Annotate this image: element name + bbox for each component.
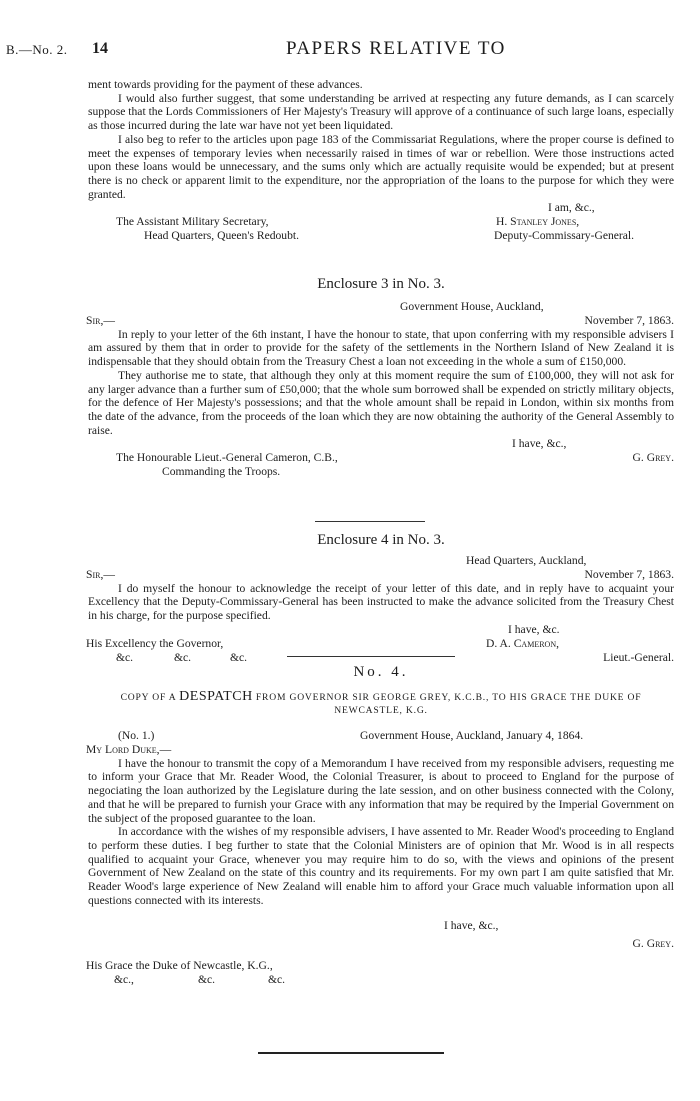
- signer: H. Stanley Jones,: [496, 215, 580, 229]
- section-heading: No. 4.: [353, 664, 409, 680]
- salutation: Sir,—: [86, 567, 115, 581]
- signer: G. Grey.: [632, 937, 674, 951]
- document-reference: B.—No. 2.: [6, 42, 68, 57]
- paragraph: They authorise me to state, that although they only at this moment require the sum of £100,000, they will not ask for any larger advance than a further sum of £50,000; that the whole sum borrowed shall be expended on strictly military objects, for the defence of Her Majesty's possessions; and that the whole amount shall be repaid in London, within six months from the date of the advance, from the proceeds of the loan which they are now obtaining the authority of the General Assembly to raise.: [88, 368, 674, 437]
- place: Head Quarters, Auckland,: [466, 553, 587, 567]
- enclosure-heading: Enclosure 3 in No. 3.: [317, 276, 445, 292]
- enclosure-heading: Enclosure 4 in No. 3.: [317, 532, 445, 548]
- paragraph: In accordance with the wishes of my responsible advisers, I have assented to Mr. Reader Wood's proceeding to England to perform these duties. I beg further to state that the Colonial Ministers are of opinion that Mr. Wood is in all respects qualified to acquaint your Grace, whenever you may require him to do so, with the views and opinions of the present Government of New Zealand on the state of this country and its requirements. For my own part I am quite satisfied that Mr. Reader Wood's large experience of New Zealand will enable him to afford your Grace much valuable information upon all questions connected with its interests.: [88, 825, 674, 907]
- closing: I have, &c.: [508, 622, 560, 636]
- page-number: 14: [92, 40, 108, 57]
- closing: I am, &c.,: [548, 201, 595, 215]
- etc: &c.: [230, 650, 248, 664]
- addressee: Head Quarters, Queen's Redoubt.: [144, 229, 300, 243]
- paragraph: In reply to your letter of the 6th instant, I have the honour to state, that upon conferring with my responsible advisers I am assured by them that in order to provide for the safety of the settlements in the Northern Island of New Zealand it is indispensable that they should obtain from the Treasury Chest a loan not exceeding in the whole a sum of £150,000.: [88, 327, 674, 369]
- paragraph: I also beg to refer to the articles upon page 183 of the Commissariat Regulations, where the proper course is defined to meet the expenses of temporary levies when necessarily raised in times of war or rebellion. Were those instructions acted upon these loans would be unnecessary, and the sums only which are actually requisite would be expended; but at present there is no check or apparent limit to the expenditure, nor the appropriation of the loans to the purpose for which they were granted.: [88, 132, 674, 201]
- paragraph: I would also further suggest, that some understanding be arrived at respecting any future demands, as I can scarcely suppose that the Lords Commissioners of Her Majesty's Treasury will approve of a continuance of such large loans, especially as those incurred during the late war have not yet been liquidated.: [88, 91, 674, 133]
- paragraph: ment towards providing for the payment of these advances.: [88, 78, 363, 91]
- end-rule: [258, 1052, 444, 1054]
- enclosure-4: [88, 534, 674, 665]
- signer-title: Deputy-Commissary-General.: [494, 229, 635, 243]
- paragraph: I do myself the honour to acknowledge the receipt of your letter of this date, and in reply have to acquaint your Excellency that the Deputy-Commissary-General has been instructed to make the advance solicited from the Treasury Chest in his charge, for the purpose specified.: [88, 581, 674, 623]
- etc: &c.,: [114, 973, 134, 987]
- addressee: His Grace the Duke of Newcastle, K.G.,: [86, 959, 273, 973]
- date: November 7, 1863.: [584, 313, 674, 327]
- despatch-no-4: [88, 666, 674, 987]
- despatch-number: (No. 1.): [118, 728, 155, 742]
- addressee: The Assistant Military Secretary,: [116, 215, 269, 229]
- divider: [287, 656, 455, 657]
- signer-title: Lieut.-General.: [603, 650, 674, 664]
- paragraph: I have the honour to transmit the copy of a Memorandum I have received from my responsible advisers, requesting me to inform your Grace that Mr. Reader Wood, the Colonial Treasurer, is about to proceed to England for the purpose of negociating the loan authorized by the Legislature during the late session, and on other business connected with the Colony, and that he will be prepared to furnish your Grace with any information that may be required by the Imperial Government on the subject of the proposed guarantee to the loan.: [88, 756, 674, 825]
- closing: I have, &c.,: [444, 919, 499, 933]
- etc: &c.: [198, 973, 216, 987]
- salutation: My Lord Duke,—: [86, 742, 172, 756]
- closing: I have, &c.,: [512, 437, 567, 451]
- addressee: Commanding the Troops.: [162, 465, 281, 479]
- letter-continuation: [88, 78, 674, 243]
- divider: [315, 521, 425, 522]
- place: Government House, Auckland,: [400, 299, 544, 313]
- signer: D. A. Cameron,: [486, 636, 559, 650]
- signer: G. Grey.: [632, 451, 674, 465]
- running-title: PAPERS RELATIVE TO: [286, 38, 506, 59]
- salutation: Sir,—: [86, 313, 115, 327]
- etc: &c.: [268, 973, 286, 987]
- enclosure-3: [88, 278, 674, 479]
- date: November 7, 1863.: [584, 567, 674, 581]
- place-date: Government House, Auckland, January 4, 1864.: [360, 728, 584, 742]
- etc: &c.: [174, 650, 192, 664]
- addressee: His Excellency the Governor,: [86, 636, 224, 650]
- etc: &c.: [116, 650, 134, 664]
- addressee: The Honourable Lieut.-General Cameron, C.B.,: [116, 451, 338, 465]
- despatch-title: COPY OF A DESPATCH FROM GOVERNOR SIR GEORGE GREY, K.C.B., TO HIS GRACE THE DUKE OF NEWCASTLE, K.G.: [120, 688, 642, 716]
- page-header: [0, 38, 700, 62]
